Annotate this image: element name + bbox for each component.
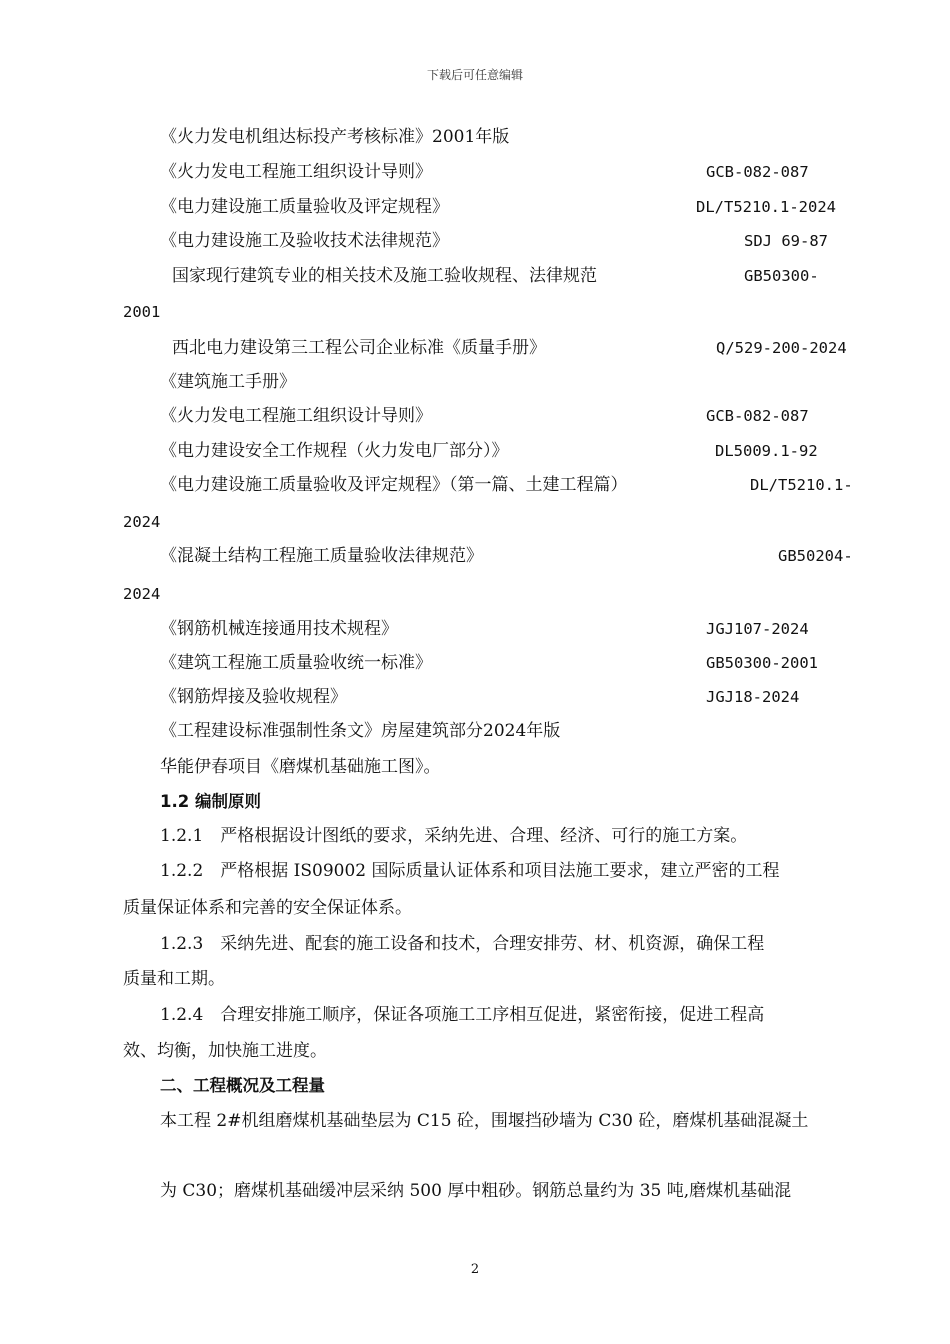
paragraph: 质量和工期。 (123, 969, 225, 989)
reference-code: GB50300-2001 (706, 654, 818, 672)
reference-title: 国家现行建筑专业的相关技术及施工验收规程、法律规范 (172, 266, 597, 286)
reference-title: 《火力发电工程施工组织设计导则》 (160, 162, 432, 182)
reference-title: 《工程建设标准强制性条文》房屋建筑部分2024年版 (160, 721, 561, 741)
reference-title: 西北电力建设第三工程公司企业标准《质量手册》 (172, 338, 546, 358)
reference-code: DL/T5210.1-2024 (696, 198, 836, 216)
section-heading: 1.2 编制原则 (160, 792, 261, 811)
page-number: 2 (470, 1262, 480, 1277)
paragraph: 1.2.4 合理安排施工顺序，保证各项施工工序相互促进，紧密衔接，促进工程高 (160, 1005, 765, 1025)
section-heading: 二、工程概况及工程量 (160, 1076, 325, 1095)
reference-code: DL/T5210.1- (750, 476, 853, 494)
reference-title: 《电力建设施工质量验收及评定规程》 (160, 197, 449, 217)
reference-code: GCB-082-087 (706, 407, 809, 425)
reference-code-continued: 2024 (123, 513, 161, 531)
paragraph: 质量保证体系和完善的安全保证体系。 (123, 898, 412, 918)
reference-code: Q/529-200-2024 (716, 339, 847, 357)
reference-code: JGJ107-2024 (706, 620, 809, 638)
reference-code: JGJ18-2024 (706, 688, 800, 706)
reference-title: 《混凝土结构工程施工质量验收法律规范》 (160, 546, 483, 566)
paragraph: 效、均衡，加快施工进度。 (123, 1041, 327, 1061)
reference-title: 《建筑工程施工质量验收统一标准》 (160, 653, 432, 673)
reference-title: 华能伊春项目《磨煤机基础施工图》。 (160, 757, 441, 777)
reference-code-continued: 2001 (123, 303, 161, 321)
page-header: 下载后可任意编辑 (426, 68, 523, 82)
reference-code: GCB-082-087 (706, 163, 809, 181)
paragraph: 为 C30；磨煤机基础缓冲层采纳 500 厚中粗砂。钢筋总量约为 35 吨,磨煤机基础混 (160, 1181, 792, 1201)
reference-code-continued: 2024 (123, 585, 161, 603)
reference-title: 《钢筋焊接及验收规程》 (160, 687, 347, 707)
paragraph: 本工程 2#机组磨煤机基础垫层为 C15 砼，围堰挡砂墙为 C30 砼，磨煤机基础混凝土 (160, 1111, 809, 1131)
reference-code: DL5009.1-92 (715, 442, 818, 460)
paragraph: 1.2.3 采纳先进、配套的施工设备和技术，合理安排劳、材、机资源，确保工程 (160, 934, 765, 954)
reference-title: 《电力建设安全工作规程（火力发电厂部分）》 (160, 441, 509, 461)
reference-code: GB50204- (778, 547, 853, 565)
paragraph: 1.2.1 严格根据设计图纸的要求，采纳先进、合理、经济、可行的施工方案。 (160, 826, 748, 846)
reference-title: 《火力发电工程施工组织设计导则》 (160, 406, 432, 426)
reference-code: SDJ 69-87 (744, 232, 828, 250)
reference-title: 《火力发电机组达标投产考核标准》2001年版 (160, 127, 510, 147)
reference-title: 《建筑施工手册》 (160, 372, 296, 392)
reference-code: GB50300- (744, 267, 819, 285)
reference-title: 《电力建设施工质量验收及评定规程》（第一篇、土建工程篇） (160, 475, 628, 495)
paragraph: 1.2.2 严格根据 IS09002 国际质量认证体系和项目法施工要求，建立严密的工程 (160, 861, 780, 881)
reference-title: 《钢筋机械连接通用技术规程》 (160, 619, 398, 639)
reference-title: 《电力建设施工及验收技术法律规范》 (160, 231, 449, 251)
